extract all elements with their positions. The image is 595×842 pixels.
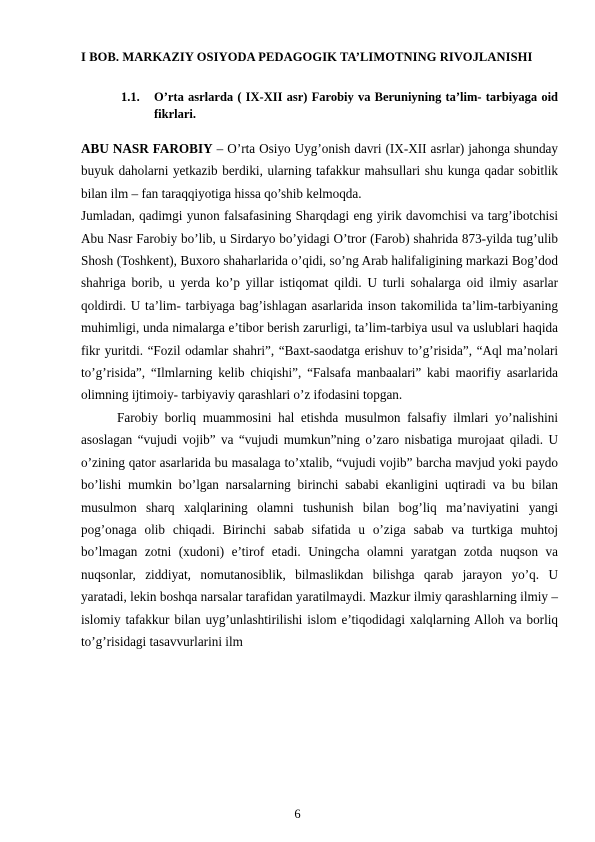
paragraph-biography: Jumladan, qadimgi yunon falsafasining Sharqdagi eng yirik davomchisi va targ’ibotchisi Abu Nasr Farobiy bo’lib, u Sirdaryo bo’yidagi O’tror (Farob) shahrida 873-yilda tug’ulib Shosh (Toshkent), Buxoro shaharlarida o’qidi, so’ng Arab halifaligining markazi Bog’dod shahriga borib, u yerda ko’p yillar istiqomat qildi. U turli sohalarga oid ilmiy asarlar qoldirdi. U ta’lim- tarbiyaga bag’ishlagan asarlarida inson takomilida ta’lim-tarbiyaning muhimligi, unda nimalarga e’tibor berish zarurligi, ta’lim-tarbiya usul va uslublari haqida fikr yuritdi. “Fozil odamlar shahri”, “Baxt-saodatga erishuv to’g’risida”, “Aql ma’nolari to’g’risida”, “Ilmlarning kelib chiqishi”, “Falsafa manbaalari” kabi maorifiy asarlarida olimning ijtimoiy- tarbiyaviy qarashlari o’z ifodasini topgan.: [81, 208, 558, 403]
paragraph-farobiy-intro: [81, 138, 558, 205]
page-number: 6: [294, 807, 301, 821]
section-title: O’rta asrlarda ( IX-XII asr) Farobiy va Beruniyning ta’lim- tarbiyaga oid fikrlari.: [154, 90, 558, 121]
paragraph-lead-name: ABU NASR FAROBIY: [81, 141, 213, 156]
section-heading: [121, 89, 558, 123]
paragraph-philosophy: Farobiy borliq muammosini hal etishda musulmon falsafiy ilmlari yo’nalishini asoslagan “vujudi vojib” va “vujudi mumkun”ning o’zaro nisbatiga murojaat qiladi. U o’zining qator asarlarida bu masalaga to’xtalib, “vujudi vojib” barcha mavjud yoki paydo bo’lishi mumkin bo’lgan narsalarning birinchi sababi ekanligini uqtiradi va bu bilan musulmon sharq xalqlarining olamni tushunish bilan bog’liq ma’naviyatini yangi pog’onaga olib chiqadi. Birinchi sabab sifatida u o’ziga sabab va turtkiga muhtoj bo’lmagan zotni (xudoni) e’tirof etadi. Uningcha olamni yaratgan zotda nuqson va nuqsonlar, ziddiyat, nomutanosiblik, bilmaslikdan bilishga qarab jarayon yo’q. U yaratadi, lekin boshqa narsalar tarafidan yaratilmaydi. Mazkur ilmiy qarashlarning ilmiy – islomiy tafakkur bilan uyg’unlashtirilishi islom e’tiqodidagi xalqlarning Alloh va borliq to’g’risidagi tasavvurlarini ilm: [81, 409, 558, 649]
body-text: [81, 138, 558, 653]
chapter-title: I BOB. MARKAZIY OSIYODA PEDAGOGIK TA’LIMOTNING RIVOJLANISHI: [81, 50, 533, 64]
paragraph-intro-text: – O’rta Osiyo Uyg’onish davri (IX-XII asrlar) jahonga shunday buyuk daholarni yetkazib berdiki, ularning tafakkur mahsullari shu kunga qadar sobitlik bilan ilm – fan taraqqiyotiga hissa qo’shib kelmoqda.: [81, 141, 558, 201]
section-number: 1.1.: [121, 90, 140, 104]
